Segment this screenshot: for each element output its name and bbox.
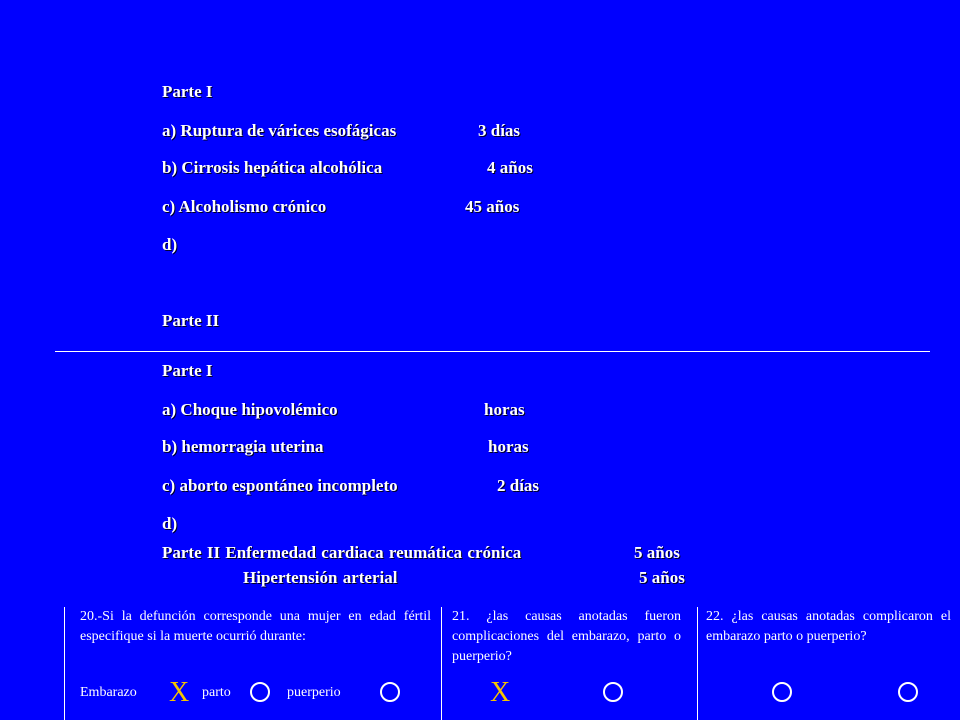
section2-part2-value: 5 años — [634, 543, 680, 562]
section2-value-b: horas — [488, 437, 529, 456]
section2-line-c: c) aborto espontáneo incompleto — [162, 476, 398, 495]
option-puerperio-label: puerperio — [287, 685, 341, 700]
question-20-text: 20.-Si la defunción corresponde una mujer en edad fértil especifique si la muerte ocurrió durante: — [80, 609, 431, 644]
question-divider-left — [64, 607, 65, 720]
question-divider-1 — [441, 607, 442, 720]
option-puerperio-circle[interactable] — [380, 682, 400, 702]
q22-yes-circle[interactable] — [772, 682, 792, 702]
section2-line-b: b) hemorragia uterina — [162, 437, 324, 456]
section2-part2: Parte II Enfermedad cardiaca reumática crónica — [162, 543, 522, 562]
option-embarazo-mark[interactable]: X — [169, 677, 190, 708]
section2-part2-line2: Hipertensión arterial — [243, 568, 398, 587]
section1-line-b: b) Cirrosis hepática alcohólica — [162, 158, 383, 177]
section2-line-d: d) — [162, 514, 178, 533]
option-parto-label: parto — [202, 685, 231, 700]
section2-header: Parte I — [162, 361, 213, 380]
section2-line-a: a) Choque hipovolémico — [162, 400, 338, 419]
question-22-text: 22. ¿las causas anotadas complicaron el embarazo parto o puerperio? — [706, 609, 951, 644]
q21-no-circle[interactable] — [603, 682, 623, 702]
section-divider — [55, 351, 930, 352]
q21-yes-mark[interactable]: X — [490, 677, 511, 708]
section1-line-d: d) — [162, 235, 178, 254]
section1-value-c: 45 años — [465, 197, 520, 216]
option-parto-circle[interactable] — [250, 682, 270, 702]
section1-value-b: 4 años — [487, 158, 533, 177]
section2-value-c: 2 días — [497, 476, 540, 495]
section1-part2: Parte II — [162, 311, 220, 330]
section1-line-a: a) Ruptura de várices esofágicas — [162, 121, 397, 140]
question-divider-2 — [697, 607, 698, 720]
option-embarazo-label: Embarazo — [80, 685, 137, 700]
section2-part2-line2-value: 5 años — [639, 568, 685, 587]
section2-value-a: horas — [484, 400, 525, 419]
q22-no-circle[interactable] — [898, 682, 918, 702]
question-21-text: 21. ¿las causas anotadas fueron complicaciones del embarazo, parto o puerperio? — [452, 609, 681, 664]
section1-line-c: c) Alcoholismo crónico — [162, 197, 327, 216]
section1-header: Parte I — [162, 82, 213, 101]
section1-value-a: 3 días — [478, 121, 521, 140]
